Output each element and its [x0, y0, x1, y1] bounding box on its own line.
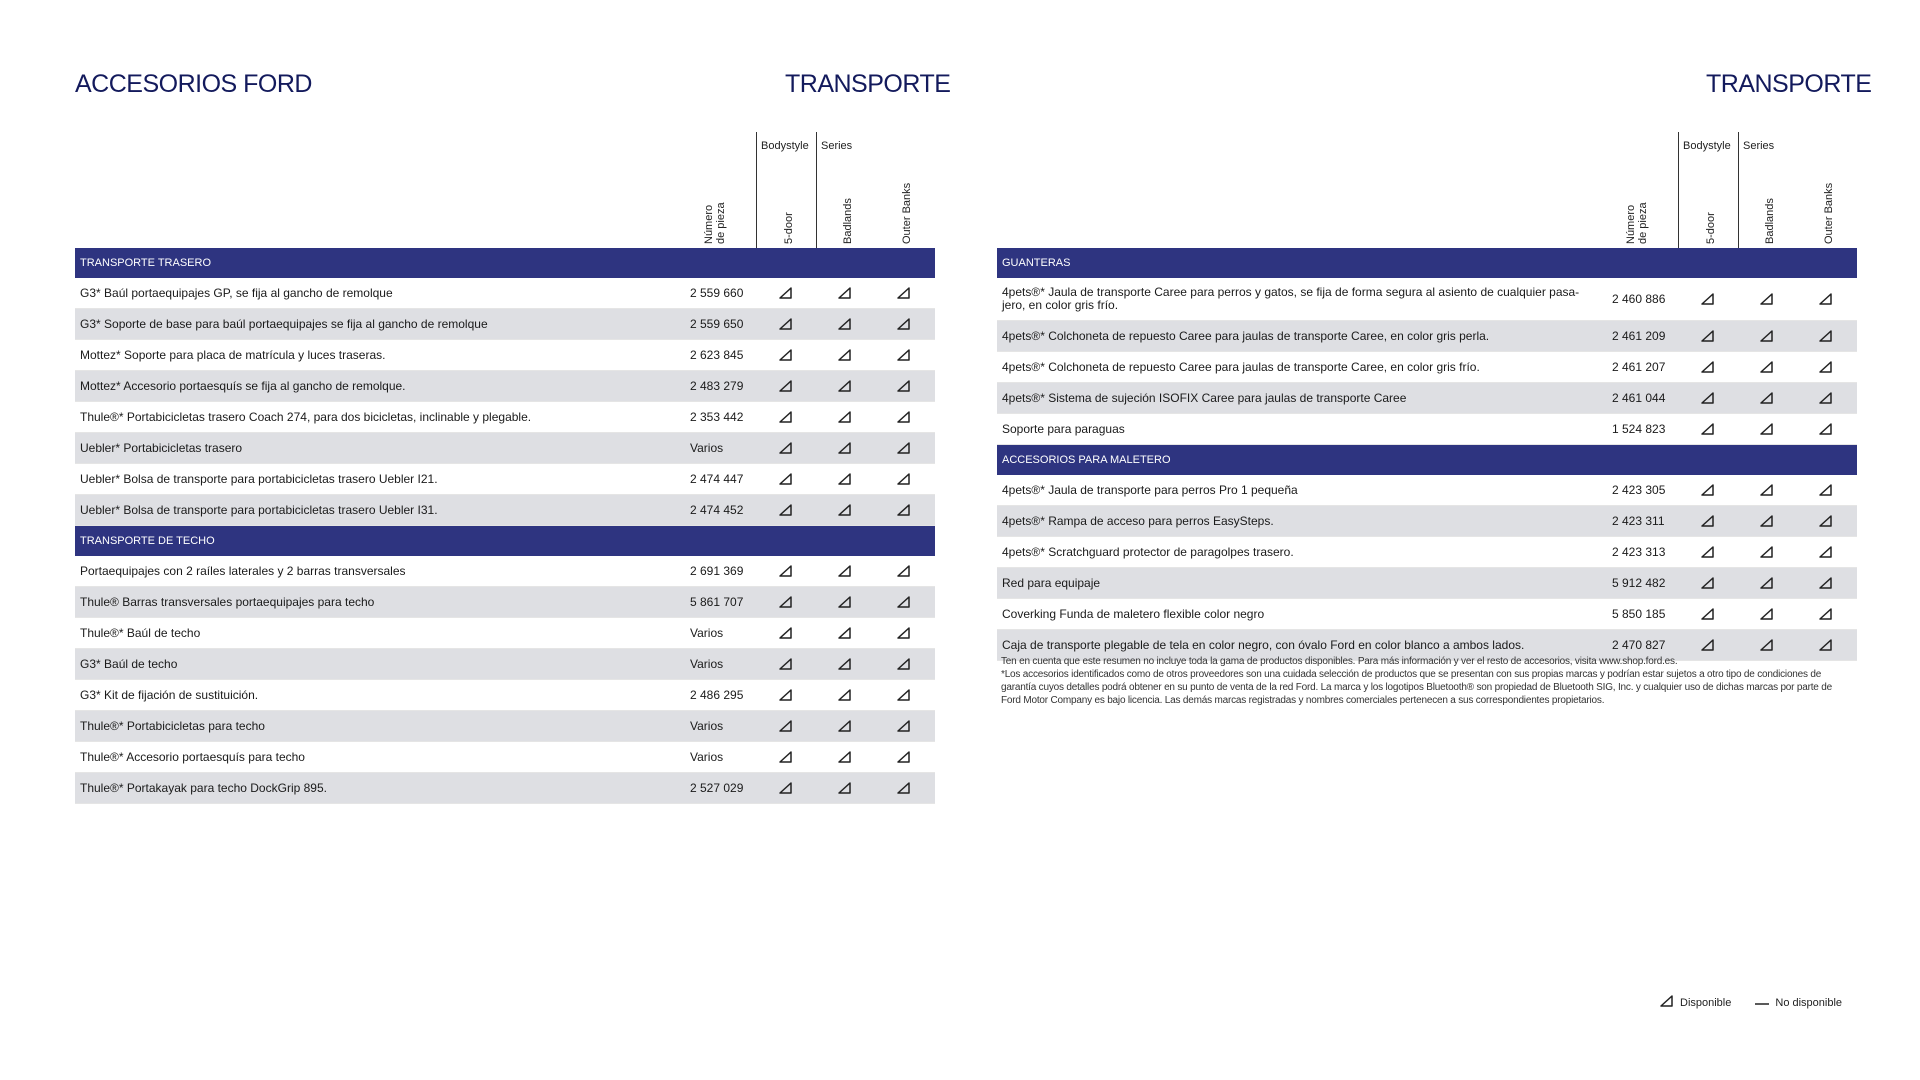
accessory-description: G3* Kit de fijación de sustituición. [80, 687, 259, 702]
col-part-number-line2: de pieza [715, 202, 727, 244]
accessory-description: Thule®* Accesorio portaesquís para techo [80, 749, 305, 764]
available-check-icon [895, 556, 913, 586]
accessory-description: Coverking Funda de maletero flexible color negro [1002, 606, 1265, 621]
available-check-icon [777, 433, 795, 463]
accessory-description: Uebler* Bolsa de transporte para portabicicletas trasero Uebler I31. [80, 502, 438, 517]
table-row [997, 599, 1857, 630]
group-bodystyle: Bodystyle [1683, 140, 1731, 152]
accessory-description: 4pets®* Scratchguard protector de paragolpes trasero. [1002, 544, 1294, 559]
accessory-description: 4pets®* Jaula de transporte Caree para perros y gatos, se fija de forma segura al asiento de cualquier pasa-jero, en color gris frío. [1002, 285, 1580, 312]
page-title-left: TRANSPORTE [785, 70, 951, 98]
available-check-icon [777, 464, 795, 494]
table-row [75, 402, 935, 433]
table-row [75, 464, 935, 495]
part-number: 2 483 279 [690, 379, 744, 393]
part-number: 2 461 207 [1612, 360, 1666, 374]
available-check-icon [777, 556, 795, 586]
group-series: Series [821, 140, 853, 152]
available-check-icon [1699, 475, 1717, 505]
available-check-icon [836, 340, 854, 370]
table-row [75, 618, 935, 649]
legend-available-label: Disponible [1680, 996, 1732, 1009]
available-check-icon [1758, 537, 1776, 567]
available-check-icon [1817, 599, 1835, 629]
available-check-icon [1758, 568, 1776, 598]
available-check-icon [895, 464, 913, 494]
available-check-icon [1758, 278, 1776, 320]
section-header: TRANSPORTE DE TECHO [75, 526, 935, 556]
available-check-icon [777, 680, 795, 710]
available-check-icon [777, 773, 795, 803]
available-check-icon [836, 618, 854, 648]
part-number: 2 423 311 [1612, 514, 1665, 528]
part-number: 2 486 295 [690, 688, 744, 702]
accessory-description: Caja de transporte plegable de tela en color negro, con óvalo Ford en color blanco a ambos lados. [1002, 637, 1525, 652]
table-row [997, 383, 1857, 414]
group-bodystyle: Bodystyle [761, 140, 809, 152]
available-check-icon [1699, 383, 1717, 413]
col-5-door: 5-door [783, 212, 795, 244]
accessory-description: Uebler* Portabicicletas trasero [80, 440, 243, 455]
available-check-icon [895, 340, 913, 370]
available-check-icon [777, 278, 795, 308]
col-badlands: Badlands [1764, 198, 1776, 244]
available-check-icon [836, 680, 854, 710]
part-number: 2 460 886 [1612, 292, 1666, 306]
footnote [1001, 655, 1846, 707]
part-number: 2 461 044 [1612, 391, 1666, 405]
available-check-icon [1817, 475, 1835, 505]
available-check-icon [836, 587, 854, 617]
available-check-icon [895, 278, 913, 308]
table-row [997, 537, 1857, 568]
footnote-line-1: Ten en cuenta que este resumen no incluye toda la gama de productos disponibles. Para más información y ver el resto de accesorios, visita www.shop.ford.es. [1001, 656, 1678, 667]
col-outer-banks: Outer Banks [1823, 182, 1835, 244]
header-divider [1678, 132, 1679, 248]
legend-unavailable-label: No disponible [1775, 996, 1843, 1009]
available-check-icon [777, 495, 795, 525]
unavailable-dash-icon [1755, 997, 1769, 1009]
available-check-icon [836, 742, 854, 772]
accessory-description: Thule®* Portabicicletas para techo [80, 718, 265, 733]
table-row [75, 587, 935, 618]
available-check-icon [836, 371, 854, 401]
available-check-icon [895, 742, 913, 772]
part-number: 1 524 823 [1612, 422, 1666, 436]
available-check-icon [836, 309, 854, 339]
available-check-icon [777, 649, 795, 679]
part-number: 2 353 442 [690, 410, 744, 424]
available-check-icon [777, 742, 795, 772]
col-badlands: Badlands [842, 198, 854, 244]
part-number: Varios [690, 657, 724, 671]
available-check-icon [895, 402, 913, 432]
table-row [997, 352, 1857, 383]
header-divider [756, 132, 757, 248]
group-series: Series [1743, 140, 1775, 152]
table-row [75, 309, 935, 340]
available-check-icon [1699, 568, 1717, 598]
available-check-icon [777, 402, 795, 432]
available-check-icon [1699, 321, 1717, 351]
accessory-description: G3* Baúl portaequipajes GP, se fija al gancho de remolque [80, 285, 393, 300]
accessory-description: 4pets®* Colchoneta de repuesto Caree para jaulas de transporte Caree, en color gris perla. [1002, 328, 1490, 343]
table-row [75, 556, 935, 587]
available-check-icon [1817, 506, 1835, 536]
available-check-icon [836, 464, 854, 494]
available-check-icon [1699, 599, 1717, 629]
available-check-icon [836, 649, 854, 679]
part-number: 5 850 185 [1612, 607, 1666, 621]
part-number: 2 474 452 [690, 503, 744, 517]
part-number: 2 423 313 [1612, 545, 1666, 559]
available-check-icon [1758, 383, 1776, 413]
table-row [75, 278, 935, 309]
available-check-icon [1817, 321, 1835, 351]
accessory-description: 4pets®* Colchoneta de repuesto Caree para jaulas de transporte Caree, en color gris frío. [1002, 359, 1480, 374]
accessory-description: Red para equipaje [1002, 575, 1101, 590]
available-check-icon [895, 680, 913, 710]
available-check-icon [836, 495, 854, 525]
col-outer-banks: Outer Banks [901, 182, 913, 244]
accessory-description: Mottez* Accesorio portaesquís se fija al gancho de remolque. [80, 378, 406, 393]
accessory-description: 4pets®* Sistema de sujeción ISOFIX Caree para jaulas de transporte Caree [1002, 390, 1407, 405]
accessory-description: Thule®* Portabicicletas trasero Coach 274, para dos bicicletas, inclinable y plegable. [80, 409, 532, 424]
available-check-icon [1817, 537, 1835, 567]
table-row [75, 340, 935, 371]
part-number: 5 861 707 [690, 595, 744, 609]
part-number: Varios [690, 441, 724, 455]
right-accessory-table [997, 130, 1857, 661]
table-row [75, 649, 935, 680]
available-check-icon [895, 371, 913, 401]
brand-title: ACCESORIOS FORD [75, 70, 312, 98]
part-number: 2 527 029 [690, 781, 744, 795]
available-check-icon [1817, 414, 1835, 444]
available-check-icon [1699, 537, 1717, 567]
available-check-icon [1817, 278, 1835, 320]
table-row [75, 371, 935, 402]
available-check-icon [777, 711, 795, 741]
header-divider [1738, 132, 1739, 248]
available-check-icon [1817, 568, 1835, 598]
available-check-icon [777, 340, 795, 370]
part-number: 2 423 305 [1612, 483, 1666, 497]
accessory-description: Thule®* Portakayak para techo DockGrip 895. [80, 780, 327, 795]
available-check-icon [895, 587, 913, 617]
available-check-icon [777, 371, 795, 401]
table-row [75, 773, 935, 804]
available-check-icon [777, 587, 795, 617]
header-divider [816, 132, 817, 248]
available-check-icon [1758, 352, 1776, 382]
accessory-description: G3* Baúl de techo [80, 656, 178, 671]
table-row [997, 321, 1857, 352]
footnote-line-2: *Los accesorios identificados como de otros proveedores son una cuidada selección de productos que se presentan con sus propias marcas y podrían estar sujetos a otro tipo de condiciones de garantía cuyos detalles podrá obtener en su punto de venta de la red Ford. La marca y los logotipos Bluetooth® son propiedad de Bluetooth SIG, Inc. y cualquier uso de dichas marcas por parte de Ford Motor Company es bajo licencia. Las demás marcas registradas y nombres comerciales pertenecen a sus correspondientes propietarios. [1001, 669, 1832, 706]
part-number: 2 461 209 [1612, 329, 1666, 343]
accessory-description: Uebler* Bolsa de transporte para portabicicletas trasero Uebler I21. [80, 471, 438, 486]
available-check-icon [1699, 414, 1717, 444]
part-number: 2 559 660 [690, 286, 744, 300]
table-row [75, 711, 935, 742]
part-number: Varios [690, 626, 724, 640]
accessory-description: G3* Soporte de base para baúl portaequipajes se fija al gancho de remolque [80, 316, 488, 331]
col-part-number-line1: Número [703, 204, 715, 244]
available-check-icon [1660, 995, 1674, 1010]
accessory-description: Thule® Barras transversales portaequipajes para techo [80, 594, 375, 609]
available-check-icon [836, 402, 854, 432]
accessory-description: Portaequipajes con 2 raíles laterales y 2 barras transversales [80, 563, 406, 578]
accessory-description: Thule®* Baúl de techo [80, 625, 201, 640]
table-row [997, 278, 1857, 321]
available-check-icon [895, 649, 913, 679]
legend [1660, 995, 1842, 1010]
available-check-icon [1758, 599, 1776, 629]
column-header [997, 130, 1857, 248]
available-check-icon [836, 556, 854, 586]
page-title-right: TRANSPORTE [1706, 70, 1872, 98]
table-row [75, 495, 935, 526]
section-header: TRANSPORTE TRASERO [75, 248, 935, 278]
available-check-icon [895, 711, 913, 741]
accessory-description: 4pets®* Jaula de transporte para perros Pro 1 pequeña [1002, 482, 1298, 497]
available-check-icon [1758, 475, 1776, 505]
available-check-icon [895, 309, 913, 339]
available-check-icon [836, 278, 854, 308]
part-number: 2 623 845 [690, 348, 744, 362]
available-check-icon [1817, 383, 1835, 413]
section-header: ACCESORIOS PARA MALETERO [997, 445, 1857, 475]
left-accessory-table [75, 130, 935, 804]
table-row [75, 742, 935, 773]
part-number: 2 470 827 [1612, 638, 1666, 652]
available-check-icon [1699, 352, 1717, 382]
section-header: GUANTERAS [997, 248, 1857, 278]
part-number: 2 474 447 [690, 472, 744, 486]
part-number: 5 912 482 [1612, 576, 1666, 590]
table-row [75, 433, 935, 464]
available-check-icon [836, 773, 854, 803]
available-check-icon [777, 309, 795, 339]
table-row [75, 680, 935, 711]
available-check-icon [1699, 278, 1717, 320]
part-number: Varios [690, 750, 724, 764]
col-part-number-line1: Número [1625, 204, 1637, 244]
available-check-icon [1817, 352, 1835, 382]
table-row [997, 506, 1857, 537]
accessory-description: Mottez* Soporte para placa de matrícula y luces traseras. [80, 347, 386, 362]
table-row [997, 414, 1857, 445]
table-row [997, 475, 1857, 506]
available-check-icon [895, 773, 913, 803]
accessory-description: Soporte para paraguas [1002, 421, 1125, 436]
table-row [997, 568, 1857, 599]
col-part-number-line2: de pieza [1637, 202, 1649, 244]
available-check-icon [895, 495, 913, 525]
available-check-icon [1758, 414, 1776, 444]
part-number: Varios [690, 719, 724, 733]
available-check-icon [777, 618, 795, 648]
column-header [75, 130, 935, 248]
available-check-icon [1758, 506, 1776, 536]
available-check-icon [895, 618, 913, 648]
part-number: 2 691 369 [690, 564, 744, 578]
available-check-icon [1758, 321, 1776, 351]
col-5-door: 5-door [1705, 212, 1717, 244]
available-check-icon [836, 433, 854, 463]
available-check-icon [895, 433, 913, 463]
available-check-icon [1699, 506, 1717, 536]
available-check-icon [836, 711, 854, 741]
accessory-description: 4pets®* Rampa de acceso para perros EasySteps. [1002, 513, 1274, 528]
part-number: 2 559 650 [690, 317, 744, 331]
